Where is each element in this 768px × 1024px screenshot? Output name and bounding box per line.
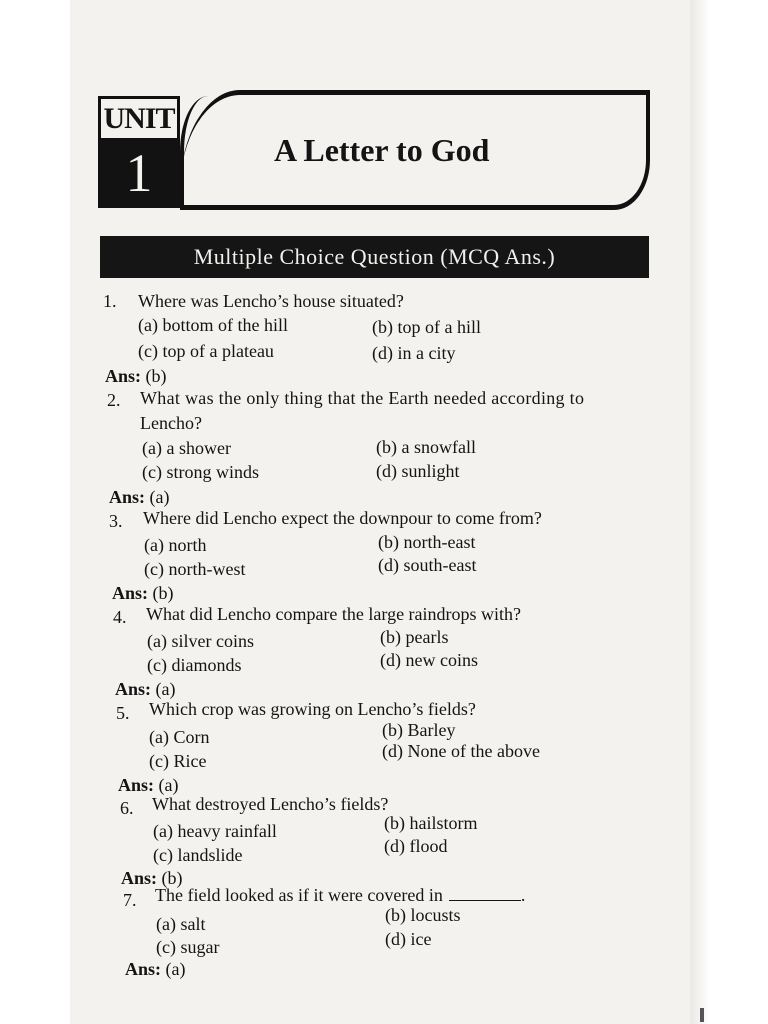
option-d: (d) ice xyxy=(385,929,432,949)
option-d: (d) south-east xyxy=(378,555,477,575)
answer-label: Ans: xyxy=(125,959,162,979)
option-c: (c) Rice xyxy=(149,751,207,771)
option-d: (d) new coins xyxy=(380,650,478,670)
section-banner: Multiple Choice Question (MCQ Ans.) xyxy=(100,236,649,278)
option-a: (a) salt xyxy=(156,914,206,934)
question-text: The field looked as if it were covered in xyxy=(155,885,443,905)
answer-value: (a) xyxy=(149,487,170,507)
option-b: (b) pearls xyxy=(380,627,449,647)
question-text: What was the only thing that the Earth needed according to xyxy=(140,388,585,408)
answer-value: (a) xyxy=(155,679,176,699)
option-d: (d) in a city xyxy=(372,343,456,363)
answer-value: (a) xyxy=(165,959,186,979)
option-c: (c) sugar xyxy=(156,937,220,957)
page-mark xyxy=(700,1008,704,1022)
option-c: (c) strong winds xyxy=(142,462,259,482)
answer-line xyxy=(125,957,186,981)
question-text: Where was Lencho’s house situated? xyxy=(138,291,404,311)
answer-label: Ans: xyxy=(121,868,158,888)
answer-value: (b) xyxy=(161,868,183,888)
question-text: Where did Lencho expect the downpour to come from? xyxy=(143,508,542,528)
option-a: (a) heavy rainfall xyxy=(153,821,277,841)
option-a: (a) north xyxy=(144,535,207,555)
option-b: (b) top of a hill xyxy=(372,317,481,337)
option-b: (b) Barley xyxy=(382,720,456,740)
option-a: (a) bottom of the hill xyxy=(138,315,288,335)
option-c: (c) diamonds xyxy=(147,655,242,675)
option-b: (b) locusts xyxy=(385,905,461,925)
unit-label: UNIT xyxy=(98,96,180,138)
option-d: (d) None of the above xyxy=(382,741,540,761)
answer-label: Ans: xyxy=(112,583,149,603)
question-text: What destroyed Lencho’s fields? xyxy=(152,794,389,814)
option-a: (a) silver coins xyxy=(147,631,254,651)
chapter-title: A Letter to God xyxy=(274,132,490,168)
unit-number: 1 xyxy=(98,138,180,208)
question-number: 3. xyxy=(109,511,123,531)
option-c: (c) landslide xyxy=(153,845,243,865)
option-b: (b) hailstorm xyxy=(384,813,478,833)
answer-blank xyxy=(449,886,521,901)
answer-line xyxy=(105,364,167,388)
answer-value: (b) xyxy=(145,366,167,386)
option-a: (a) Corn xyxy=(149,727,210,747)
question-number: 7. xyxy=(123,890,137,910)
question-text: What did Lencho compare the large raindrops with? xyxy=(146,604,522,624)
option-a: (a) a shower xyxy=(142,438,231,458)
question-text-continued: Lencho? xyxy=(140,413,202,433)
answer-label: Ans: xyxy=(118,775,155,795)
option-c: (c) top of a plateau xyxy=(138,341,274,361)
question-text-end: . xyxy=(520,885,526,905)
answer-value: (a) xyxy=(158,775,179,795)
question-text-row xyxy=(155,883,525,907)
question-number: 2. xyxy=(107,390,121,410)
question-number: 5. xyxy=(116,703,130,723)
answer-label: Ans: xyxy=(115,679,152,699)
option-d: (d) flood xyxy=(384,836,448,856)
option-b: (b) a snowfall xyxy=(376,437,476,457)
question-number: 1. xyxy=(103,291,117,311)
option-d: (d) sunlight xyxy=(376,461,460,481)
answer-value: (b) xyxy=(152,583,174,603)
question-number: 4. xyxy=(113,607,127,627)
option-c: (c) north-west xyxy=(144,559,246,579)
question-number: 6. xyxy=(120,798,134,818)
answer-label: Ans: xyxy=(109,487,146,507)
question-text: Which crop was growing on Lencho’s fields? xyxy=(149,699,476,719)
option-b: (b) north-east xyxy=(378,532,476,552)
answer-label: Ans: xyxy=(105,366,142,386)
